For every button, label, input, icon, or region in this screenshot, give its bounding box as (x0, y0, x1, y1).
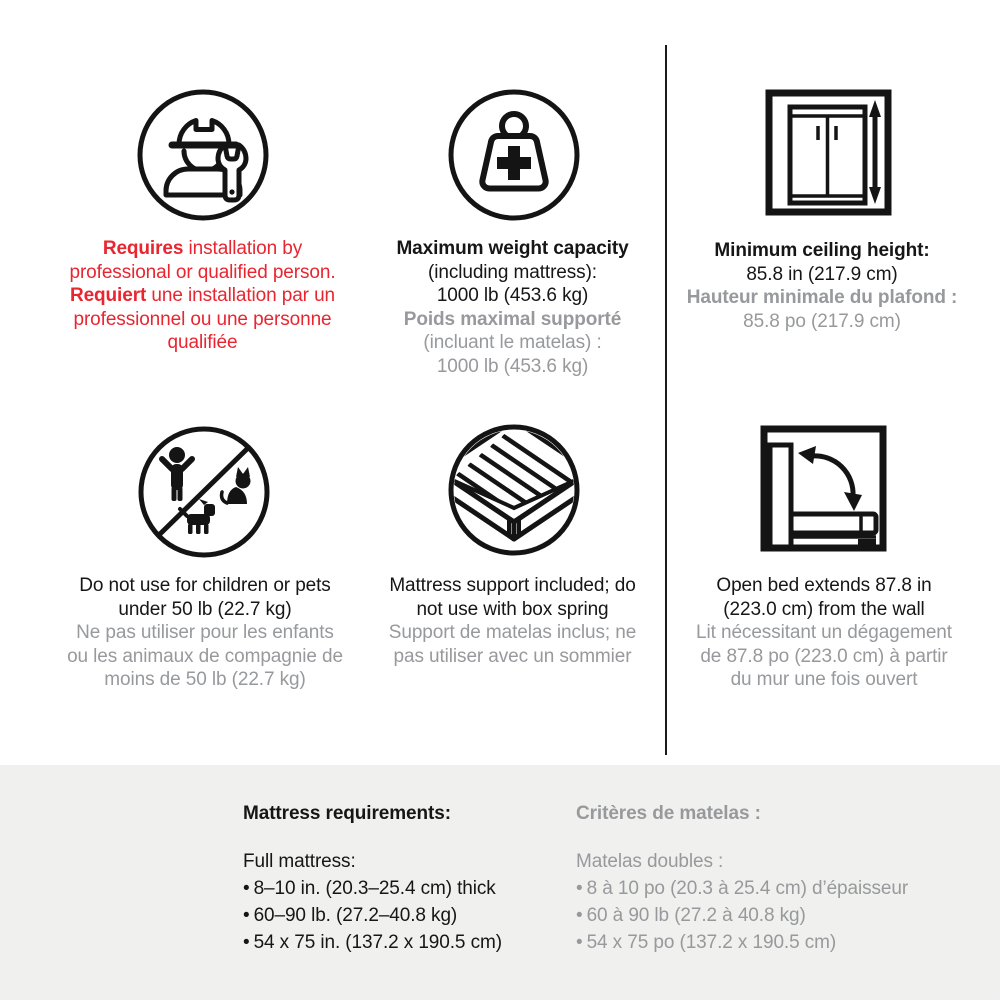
text-line: Ne pas utiliser pour les enfants (76, 622, 334, 644)
weight-icon (446, 87, 582, 223)
text-line: Do not use for children or pets (79, 575, 331, 596)
mattress-requirements-subtitle-en: Full mattress: (243, 851, 356, 872)
text-line: Requires installation by (102, 238, 303, 259)
text-line: (including mattress): (428, 261, 597, 283)
text-line: Requiert une installation par un (69, 285, 336, 307)
text-line: 1000 lb (453.6 kg) (436, 355, 589, 377)
text-line: Support de matelas inclus; ne (388, 622, 637, 644)
bullet-item: • 54 x 75 in. (137.2 x 190.5 cm) (243, 932, 502, 953)
mattress-requirements-fr (576, 800, 976, 956)
text-line: ou les animaux de compagnie de (67, 645, 343, 667)
mattress-requirements-title-fr: Critères de matelas : (576, 803, 761, 824)
text-line: Mattress support included; do (389, 575, 636, 596)
text-line: pas utiliser avec un sommier (393, 645, 632, 667)
text-line: qualifiée (167, 332, 238, 354)
text-line: Lit nécessitant un dégagement (696, 622, 952, 644)
open-bed-text (675, 574, 973, 692)
bullet-item: • 8–10 in. (20.3–25.4 cm) thick (243, 878, 496, 899)
no-children-pets-icon (136, 424, 272, 560)
text-line: Hauteur minimale du plafond : (686, 287, 958, 309)
installation-text (30, 237, 375, 355)
mattress-support-icon (446, 422, 582, 558)
mattress-requirements-en (243, 800, 573, 956)
max-weight-text (380, 237, 645, 379)
text-line: 1000 lb (453.6 kg) (436, 285, 589, 307)
text-line: (223.0 cm) from the wall (723, 598, 925, 620)
mattress-requirements-subtitle-fr: Matelas doubles : (576, 851, 724, 872)
ceiling-height-icon (765, 89, 892, 216)
text-line: Minimum ceiling height: (714, 240, 930, 261)
text-line: Poids maximal supporté (403, 308, 622, 330)
installer-icon (135, 87, 271, 223)
text-line: under 50 lb (22.7 kg) (118, 598, 292, 620)
text-line: du mur une fois ouvert (730, 669, 918, 691)
text-line: professional or qualified person. (69, 261, 336, 283)
mattress-requirements-bullets-en (243, 875, 573, 956)
open-bed-icon (760, 425, 887, 552)
text-line: de 87.8 po (223.0 cm) à partir (700, 645, 948, 667)
text-line: Open bed extends 87.8 in (716, 575, 932, 596)
bullet-item: • 8 à 10 po (20.3 à 25.4 cm) d’épaisseur (576, 878, 909, 899)
text-line: not use with box spring (416, 598, 609, 620)
vertical-divider (665, 45, 667, 755)
bullet-item: • 54 x 75 po (137.2 x 190.5 cm) (576, 932, 837, 953)
text-line: moins de 50 lb (22.7 kg) (104, 669, 306, 691)
mattress-requirements-title-en: Mattress requirements: (243, 803, 451, 824)
text-line: 85.8 in (217.9 cm) (746, 263, 898, 285)
mattress-requirements-bullets-fr (576, 875, 976, 956)
text-line: professionnel ou une personne (73, 308, 332, 330)
ceiling-height-text (672, 239, 972, 333)
mattress-support-text (380, 574, 645, 668)
text-line: (incluant le matelas) : (423, 332, 602, 354)
text-line: Maximum weight capacity (396, 238, 629, 259)
bullet-item: • 60–90 lb. (27.2–40.8 kg) (243, 905, 458, 926)
bullet-item: • 60 à 90 lb (27.2 à 40.8 kg) (576, 905, 806, 926)
text-line: 85.8 po (217.9 cm) (743, 310, 901, 332)
no-children-pets-text (35, 574, 375, 692)
